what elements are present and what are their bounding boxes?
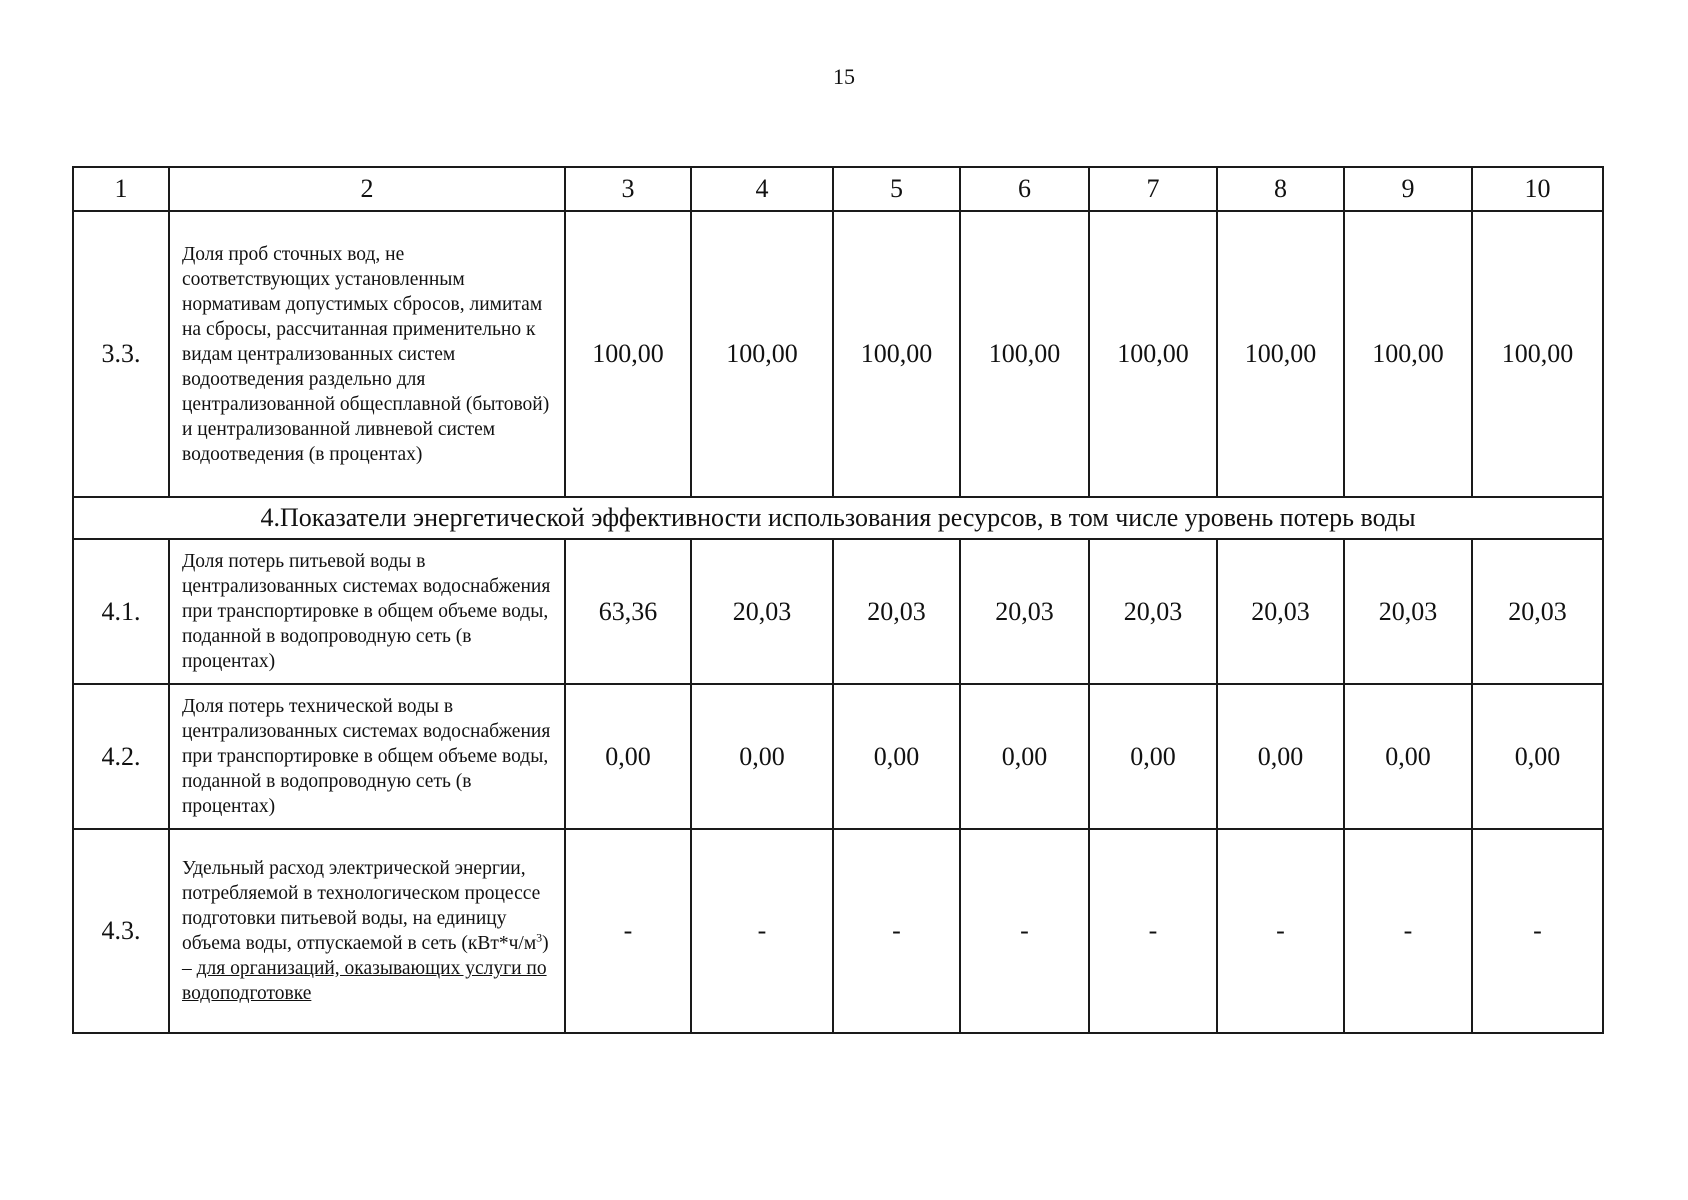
column-number: 2 — [169, 167, 565, 211]
value-cell: 20,03 — [691, 539, 833, 684]
section-header-row — [73, 497, 1603, 539]
column-number: 4 — [691, 167, 833, 211]
value-cell: 0,00 — [960, 684, 1089, 829]
value-cell: 100,00 — [1472, 211, 1603, 497]
description-underlined: для организаций, оказывающих услуги по водоподготовке — [182, 958, 547, 1004]
indicator-description: Доля потерь технической воды в централизованных системах водоснабжения при транспортировке в общем объеме воды, поданной в водопроводную сеть (в процентах) — [169, 684, 565, 829]
column-number: 7 — [1089, 167, 1217, 211]
value-cell: - — [1217, 829, 1344, 1033]
value-cell: - — [691, 829, 833, 1033]
table-row — [73, 539, 1603, 684]
section-4-title: 4.Показатели энергетической эффективности использования ресурсов, в том числе уровень потерь воды — [73, 497, 1603, 539]
value-cell: - — [565, 829, 691, 1033]
value-cell: 20,03 — [1472, 539, 1603, 684]
value-cell: 100,00 — [1089, 211, 1217, 497]
row-number: 4.3. — [73, 829, 169, 1033]
value-cell: 100,00 — [565, 211, 691, 497]
value-cell: 20,03 — [1344, 539, 1472, 684]
column-number: 6 — [960, 167, 1089, 211]
value-cell: 0,00 — [565, 684, 691, 829]
superscript: 3 — [536, 930, 543, 945]
row-number: 3.3. — [73, 211, 169, 497]
value-cell: 63,36 — [565, 539, 691, 684]
value-cell: - — [1089, 829, 1217, 1033]
column-number-row — [73, 167, 1603, 211]
value-cell: - — [833, 829, 960, 1033]
table-row — [73, 829, 1603, 1033]
value-cell: 20,03 — [833, 539, 960, 684]
row-number: 4.2. — [73, 684, 169, 829]
value-cell: 0,00 — [691, 684, 833, 829]
value-cell: 100,00 — [833, 211, 960, 497]
value-cell: - — [1472, 829, 1603, 1033]
indicators-table — [72, 166, 1604, 1034]
description-main: Удельный расход электрической энергии, потребляемой в технологическом процессе подготовки питьевой воды, на единицу объема воды, отпускаемой в сеть (кВт*ч/м — [182, 858, 541, 954]
column-number: 1 — [73, 167, 169, 211]
value-cell: 0,00 — [1344, 684, 1472, 829]
value-cell: - — [1344, 829, 1472, 1033]
column-number: 8 — [1217, 167, 1344, 211]
value-cell: 100,00 — [691, 211, 833, 497]
indicator-description: Доля потерь питьевой воды в централизованных системах водоснабжения при транспортировке в общем объеме воды, поданной в водопроводную сеть (в процентах) — [169, 539, 565, 684]
column-number: 9 — [1344, 167, 1472, 211]
page-number: 15 — [833, 64, 855, 89]
value-cell: 100,00 — [960, 211, 1089, 497]
value-cell: 100,00 — [1344, 211, 1472, 497]
value-cell: 0,00 — [1089, 684, 1217, 829]
row-number: 4.1. — [73, 539, 169, 684]
value-cell: 0,00 — [833, 684, 960, 829]
value-cell: 20,03 — [960, 539, 1089, 684]
indicator-description — [169, 829, 565, 1033]
value-cell: 0,00 — [1217, 684, 1344, 829]
value-cell: 0,00 — [1472, 684, 1603, 829]
description-tail: ) – — [182, 933, 549, 979]
indicator-description: Доля проб сточных вод, не соответствующих установленным нормативам допустимых сбросов, лимитам на сбросы, рассчитанная применительно к видам централизованных систем водоотведения раздельно для централизованной общесплавной (бытовой) и централизованной ливневой систем водоотведения (в процентах) — [169, 211, 565, 497]
table-row — [73, 211, 1603, 497]
column-number: 5 — [833, 167, 960, 211]
value-cell: - — [960, 829, 1089, 1033]
value-cell: 20,03 — [1089, 539, 1217, 684]
value-cell: 20,03 — [1217, 539, 1344, 684]
value-cell: 100,00 — [1217, 211, 1344, 497]
column-number: 3 — [565, 167, 691, 211]
column-number: 10 — [1472, 167, 1603, 211]
table-row — [73, 684, 1603, 829]
